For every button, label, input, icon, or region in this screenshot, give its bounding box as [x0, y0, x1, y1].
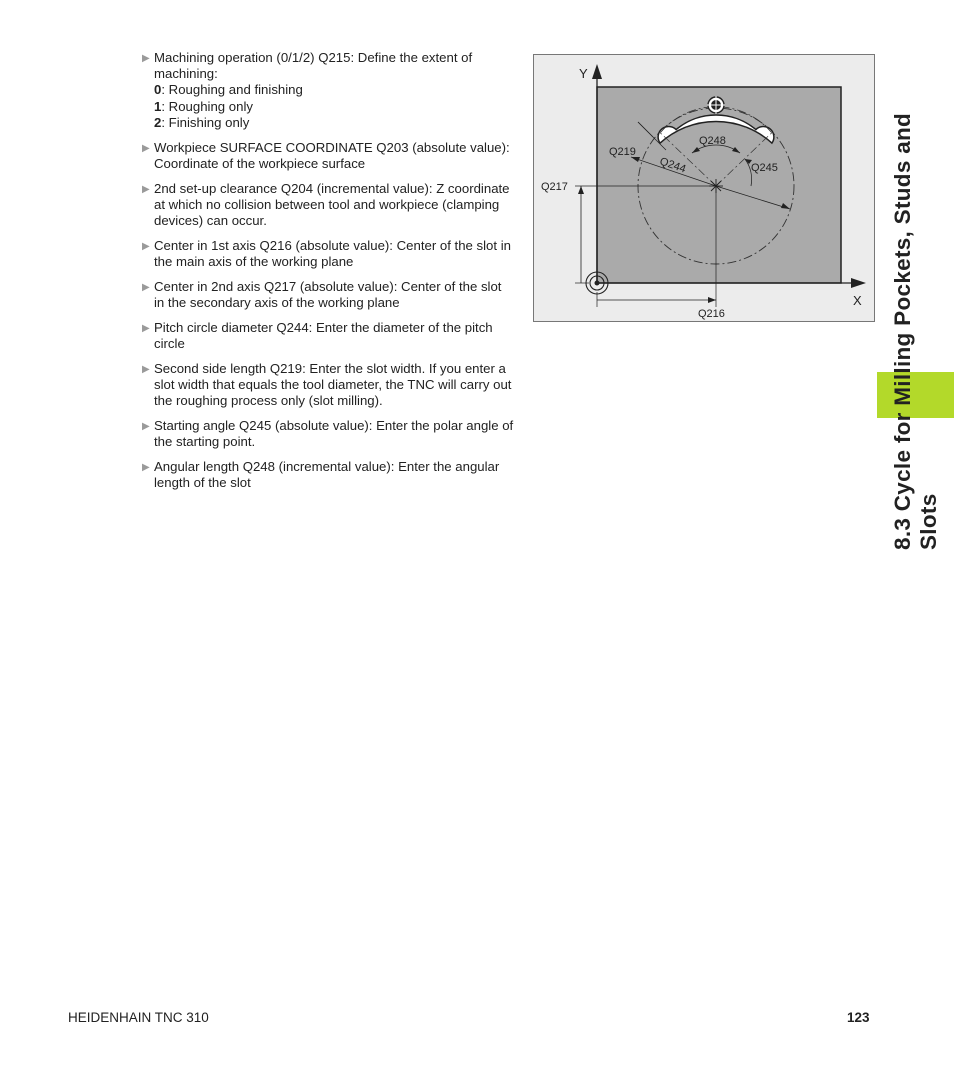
param-q244: [142, 320, 514, 352]
param-text: Angular length Q248 (incremental value): Enter the angular length of the slot: [154, 459, 500, 491]
q216-label: Q216: [698, 308, 725, 320]
parameter-list: [142, 50, 514, 500]
bullet-arrow-icon: ▶: [142, 183, 150, 195]
param-q215: [142, 50, 514, 131]
x-axis-label: X: [853, 293, 862, 308]
q244-label: Q244: [658, 155, 688, 176]
q245-label: Q245: [751, 162, 778, 174]
bullet-arrow-icon: ▶: [142, 322, 150, 334]
param-text: Starting angle Q245 (absolute value): Enter the polar angle of the starting point.: [154, 418, 514, 450]
param-text: 2nd set-up clearance Q204 (incremental value): Z coordinate at which no collision between tool and workpiece (clamping devices) can occur.: [154, 180, 510, 229]
param-q217: [142, 279, 514, 311]
page-number: 123: [847, 1010, 870, 1025]
bullet-arrow-icon: ▶: [142, 363, 150, 375]
option-0: 0: Roughing and finishing: [154, 82, 303, 98]
bullet-arrow-icon: ▶: [142, 462, 150, 474]
q217-label: Q217: [541, 181, 568, 193]
param-text: Center in 2nd axis Q217 (absolute value): Center of the slot in the secondary axis of the working plane: [154, 278, 502, 311]
bullet-arrow-icon: ▶: [142, 240, 150, 252]
y-axis-label: Y: [579, 66, 588, 81]
param-text: Center in 1st axis Q216 (absolute value): Center of the slot in the main axis of the working plane: [154, 237, 511, 270]
bullet-arrow-icon: ▶: [142, 53, 150, 64]
circular-slot-diagram: [533, 54, 875, 322]
param-q245: [142, 418, 514, 450]
option-2: 2: Finishing only: [154, 114, 250, 130]
q219-label: Q219: [609, 146, 636, 158]
section-title: 8.3 Cycle for Milling Pockets, Studs and Slots: [890, 112, 941, 550]
param-q203: [142, 140, 514, 172]
bullet-arrow-icon: ▶: [142, 421, 150, 433]
param-q204: [142, 181, 514, 230]
param-q216: [142, 238, 514, 270]
origin-dot: [595, 281, 600, 286]
option-1: 1: Roughing only: [154, 98, 253, 114]
q248-label: Q248: [699, 135, 726, 147]
bullet-arrow-icon: ▶: [142, 281, 150, 293]
param-text: Second side length Q219: Enter the slot width. If you enter a slot width that equals the tool diameter, the TNC will carry out the roughing process only (slot milling).: [154, 360, 512, 409]
param-q248: [142, 459, 514, 491]
bullet-arrow-icon: ▶: [142, 142, 150, 154]
param-q219: [142, 361, 514, 410]
footer-product: HEIDENHAIN TNC 310: [68, 1010, 209, 1025]
param-text: Machining operation (0/1/2) Q215: Define the extent of machining:: [154, 50, 473, 82]
param-text: Pitch circle diameter Q244: Enter the diameter of the pitch circle: [154, 319, 493, 352]
param-text: Workpiece SURFACE COORDINATE Q203 (absolute value): Coordinate of the workpiece surface: [154, 139, 510, 171]
